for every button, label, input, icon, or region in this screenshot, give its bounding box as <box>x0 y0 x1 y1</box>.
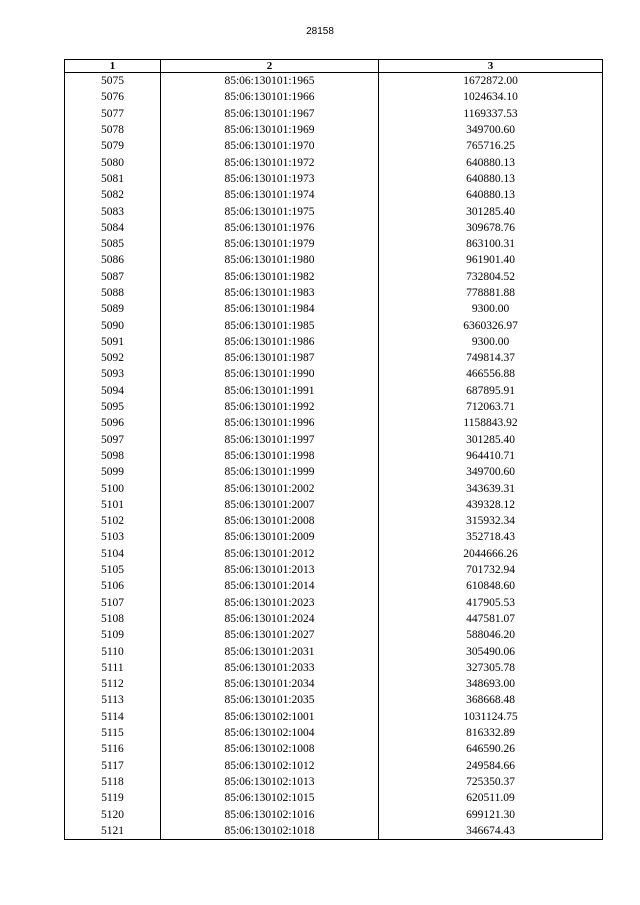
table-row <box>65 692 603 708</box>
cadastral-number-cell: 85:06:130101:2034 <box>161 676 379 692</box>
cadastral-number-cell: 85:06:130101:1970 <box>161 138 379 154</box>
cadastral-number-cell: 85:06:130101:2008 <box>161 513 379 529</box>
value-cell: 466556.88 <box>379 366 603 382</box>
value-cell: 2044666.26 <box>379 546 603 562</box>
column-header-1: 1 <box>65 60 161 73</box>
cadastral-number-cell: 85:06:130102:1016 <box>161 806 379 822</box>
value-cell: 301285.40 <box>379 203 603 219</box>
value-cell: 701732.94 <box>379 562 603 578</box>
cadastral-number-cell: 85:06:130101:1972 <box>161 154 379 170</box>
value-cell: 620511.09 <box>379 790 603 806</box>
value-cell: 9300.00 <box>379 301 603 317</box>
table-row <box>65 790 603 806</box>
cadastral-number-cell: 85:06:130101:2031 <box>161 643 379 659</box>
row-number-cell: 5082 <box>65 187 161 203</box>
value-cell: 301285.40 <box>379 432 603 448</box>
row-number-cell: 5089 <box>65 301 161 317</box>
cadastral-number-cell: 85:06:130101:2002 <box>161 480 379 496</box>
table-row <box>65 220 603 236</box>
value-cell: 1672872.00 <box>379 73 603 90</box>
table-header <box>65 60 603 73</box>
row-number-cell: 5107 <box>65 595 161 611</box>
value-cell: 964410.71 <box>379 448 603 464</box>
row-number-cell: 5086 <box>65 252 161 268</box>
row-number-cell: 5085 <box>65 236 161 252</box>
cadastral-number-cell: 85:06:130101:1998 <box>161 448 379 464</box>
cadastral-number-cell: 85:06:130101:1967 <box>161 106 379 122</box>
value-cell: 588046.20 <box>379 627 603 643</box>
cadastral-number-cell: 85:06:130102:1001 <box>161 709 379 725</box>
table-row <box>65 269 603 285</box>
table-row <box>65 725 603 741</box>
table-row <box>65 383 603 399</box>
value-cell: 1169337.53 <box>379 106 603 122</box>
value-cell: 699121.30 <box>379 806 603 822</box>
cadastral-number-cell: 85:06:130101:1997 <box>161 432 379 448</box>
row-number-cell: 5080 <box>65 154 161 170</box>
cadastral-number-cell: 85:06:130101:1990 <box>161 366 379 382</box>
table-row <box>65 106 603 122</box>
table-row <box>65 415 603 431</box>
value-cell: 725350.37 <box>379 774 603 790</box>
table-row <box>65 122 603 138</box>
value-cell: 6360326.97 <box>379 317 603 333</box>
table-row <box>65 203 603 219</box>
value-cell: 640880.13 <box>379 154 603 170</box>
cadastral-number-cell: 85:06:130101:1973 <box>161 171 379 187</box>
row-number-cell: 5102 <box>65 513 161 529</box>
row-number-cell: 5092 <box>65 350 161 366</box>
cadastral-number-cell: 85:06:130101:1980 <box>161 252 379 268</box>
row-number-cell: 5116 <box>65 741 161 757</box>
cadastral-number-cell: 85:06:130101:1979 <box>161 236 379 252</box>
cadastral-number-cell: 85:06:130101:1982 <box>161 269 379 285</box>
table-row <box>65 73 603 90</box>
table-row <box>65 643 603 659</box>
table-row <box>65 187 603 203</box>
value-cell: 640880.13 <box>379 187 603 203</box>
table-row <box>65 89 603 105</box>
table-row <box>65 448 603 464</box>
cadastral-number-cell: 85:06:130101:1965 <box>161 73 379 90</box>
header-row <box>65 60 603 73</box>
cadastral-number-cell: 85:06:130101:1984 <box>161 301 379 317</box>
registry-table <box>64 59 603 840</box>
table-row <box>65 806 603 822</box>
cadastral-number-cell: 85:06:130101:1996 <box>161 415 379 431</box>
table-row <box>65 138 603 154</box>
value-cell: 352718.43 <box>379 529 603 545</box>
cadastral-number-cell: 85:06:130101:2027 <box>161 627 379 643</box>
cadastral-number-cell: 85:06:130102:1012 <box>161 757 379 773</box>
value-cell: 646590.26 <box>379 741 603 757</box>
table-row <box>65 578 603 594</box>
value-cell: 309678.76 <box>379 220 603 236</box>
table-row <box>65 627 603 643</box>
row-number-cell: 5101 <box>65 497 161 513</box>
cadastral-number-cell: 85:06:130101:2007 <box>161 497 379 513</box>
value-cell: 640880.13 <box>379 171 603 187</box>
row-number-cell: 5119 <box>65 790 161 806</box>
value-cell: 343639.31 <box>379 480 603 496</box>
row-number-cell: 5095 <box>65 399 161 415</box>
cadastral-number-cell: 85:06:130101:2033 <box>161 660 379 676</box>
value-cell: 765716.25 <box>379 138 603 154</box>
table-row <box>65 236 603 252</box>
table-row <box>65 154 603 170</box>
row-number-cell: 5111 <box>65 660 161 676</box>
value-cell: 349700.60 <box>379 464 603 480</box>
cadastral-number-cell: 85:06:130101:2014 <box>161 578 379 594</box>
value-cell: 863100.31 <box>379 236 603 252</box>
value-cell: 417905.53 <box>379 595 603 611</box>
cadastral-number-cell: 85:06:130101:1976 <box>161 220 379 236</box>
cadastral-number-cell: 85:06:130101:1991 <box>161 383 379 399</box>
table-row <box>65 334 603 350</box>
table-row <box>65 399 603 415</box>
row-number-cell: 5120 <box>65 806 161 822</box>
value-cell: 1024634.10 <box>379 89 603 105</box>
table-row <box>65 611 603 627</box>
row-number-cell: 5077 <box>65 106 161 122</box>
value-cell: 1031124.75 <box>379 709 603 725</box>
table-body <box>65 73 603 840</box>
value-cell: 315932.34 <box>379 513 603 529</box>
table-row <box>65 741 603 757</box>
cadastral-number-cell: 85:06:130101:2012 <box>161 546 379 562</box>
row-number-cell: 5084 <box>65 220 161 236</box>
table-row <box>65 823 603 840</box>
table-row <box>65 252 603 268</box>
cadastral-number-cell: 85:06:130101:2023 <box>161 595 379 611</box>
cadastral-number-cell: 85:06:130101:1983 <box>161 285 379 301</box>
cadastral-number-cell: 85:06:130101:2035 <box>161 692 379 708</box>
row-number-cell: 5087 <box>65 269 161 285</box>
cadastral-number-cell: 85:06:130101:1969 <box>161 122 379 138</box>
cadastral-number-cell: 85:06:130101:1985 <box>161 317 379 333</box>
cadastral-number-cell: 85:06:130101:2013 <box>161 562 379 578</box>
row-number-cell: 5098 <box>65 448 161 464</box>
table-row <box>65 676 603 692</box>
table-row <box>65 660 603 676</box>
table-row <box>65 709 603 725</box>
table-row <box>65 480 603 496</box>
value-cell: 447581.07 <box>379 611 603 627</box>
row-number-cell: 5097 <box>65 432 161 448</box>
value-cell: 9300.00 <box>379 334 603 350</box>
table-row <box>65 171 603 187</box>
row-number-cell: 5083 <box>65 203 161 219</box>
table-row <box>65 366 603 382</box>
value-cell: 439328.12 <box>379 497 603 513</box>
cadastral-number-cell: 85:06:130101:2024 <box>161 611 379 627</box>
cadastral-number-cell: 85:06:130101:1999 <box>161 464 379 480</box>
value-cell: 346674.43 <box>379 823 603 840</box>
table-row <box>65 546 603 562</box>
row-number-cell: 5114 <box>65 709 161 725</box>
row-number-cell: 5076 <box>65 89 161 105</box>
value-cell: 712063.71 <box>379 399 603 415</box>
table-row <box>65 529 603 545</box>
cadastral-number-cell: 85:06:130101:1975 <box>161 203 379 219</box>
row-number-cell: 5118 <box>65 774 161 790</box>
value-cell: 961901.40 <box>379 252 603 268</box>
value-cell: 349700.60 <box>379 122 603 138</box>
table-row <box>65 350 603 366</box>
page-number: 28158 <box>306 26 334 37</box>
row-number-cell: 5113 <box>65 692 161 708</box>
row-number-cell: 5078 <box>65 122 161 138</box>
cadastral-number-cell: 85:06:130102:1008 <box>161 741 379 757</box>
row-number-cell: 5088 <box>65 285 161 301</box>
row-number-cell: 5079 <box>65 138 161 154</box>
value-cell: 610848.60 <box>379 578 603 594</box>
row-number-cell: 5110 <box>65 643 161 659</box>
row-number-cell: 5121 <box>65 823 161 840</box>
cadastral-number-cell: 85:06:130101:1986 <box>161 334 379 350</box>
column-header-2: 2 <box>161 60 379 73</box>
table-row <box>65 285 603 301</box>
value-cell: 778881.88 <box>379 285 603 301</box>
row-number-cell: 5115 <box>65 725 161 741</box>
table-row <box>65 301 603 317</box>
table-row <box>65 562 603 578</box>
table-row <box>65 497 603 513</box>
row-number-cell: 5091 <box>65 334 161 350</box>
row-number-cell: 5090 <box>65 317 161 333</box>
row-number-cell: 5100 <box>65 480 161 496</box>
cadastral-number-cell: 85:06:130102:1004 <box>161 725 379 741</box>
cadastral-number-cell: 85:06:130101:1966 <box>161 89 379 105</box>
value-cell: 249584.66 <box>379 757 603 773</box>
row-number-cell: 5099 <box>65 464 161 480</box>
value-cell: 1158843.92 <box>379 415 603 431</box>
table-row <box>65 317 603 333</box>
value-cell: 687895.91 <box>379 383 603 399</box>
cadastral-number-cell: 85:06:130102:1018 <box>161 823 379 840</box>
row-number-cell: 5075 <box>65 73 161 90</box>
row-number-cell: 5104 <box>65 546 161 562</box>
value-cell: 749814.37 <box>379 350 603 366</box>
cadastral-number-cell: 85:06:130102:1015 <box>161 790 379 806</box>
cadastral-number-cell: 85:06:130101:1992 <box>161 399 379 415</box>
value-cell: 305490.06 <box>379 643 603 659</box>
table-row <box>65 757 603 773</box>
row-number-cell: 5109 <box>65 627 161 643</box>
table-row <box>65 432 603 448</box>
row-number-cell: 5105 <box>65 562 161 578</box>
row-number-cell: 5103 <box>65 529 161 545</box>
row-number-cell: 5106 <box>65 578 161 594</box>
column-header-3: 3 <box>379 60 603 73</box>
row-number-cell: 5108 <box>65 611 161 627</box>
table-row <box>65 774 603 790</box>
row-number-cell: 5081 <box>65 171 161 187</box>
cadastral-number-cell: 85:06:130102:1013 <box>161 774 379 790</box>
value-cell: 348693.00 <box>379 676 603 692</box>
row-number-cell: 5093 <box>65 366 161 382</box>
row-number-cell: 5117 <box>65 757 161 773</box>
row-number-cell: 5096 <box>65 415 161 431</box>
table-row <box>65 595 603 611</box>
row-number-cell: 5112 <box>65 676 161 692</box>
row-number-cell: 5094 <box>65 383 161 399</box>
value-cell: 368668.48 <box>379 692 603 708</box>
table-row <box>65 464 603 480</box>
value-cell: 732804.52 <box>379 269 603 285</box>
table-row <box>65 513 603 529</box>
cadastral-number-cell: 85:06:130101:2009 <box>161 529 379 545</box>
value-cell: 327305.78 <box>379 660 603 676</box>
cadastral-number-cell: 85:06:130101:1987 <box>161 350 379 366</box>
cadastral-number-cell: 85:06:130101:1974 <box>161 187 379 203</box>
value-cell: 816332.89 <box>379 725 603 741</box>
